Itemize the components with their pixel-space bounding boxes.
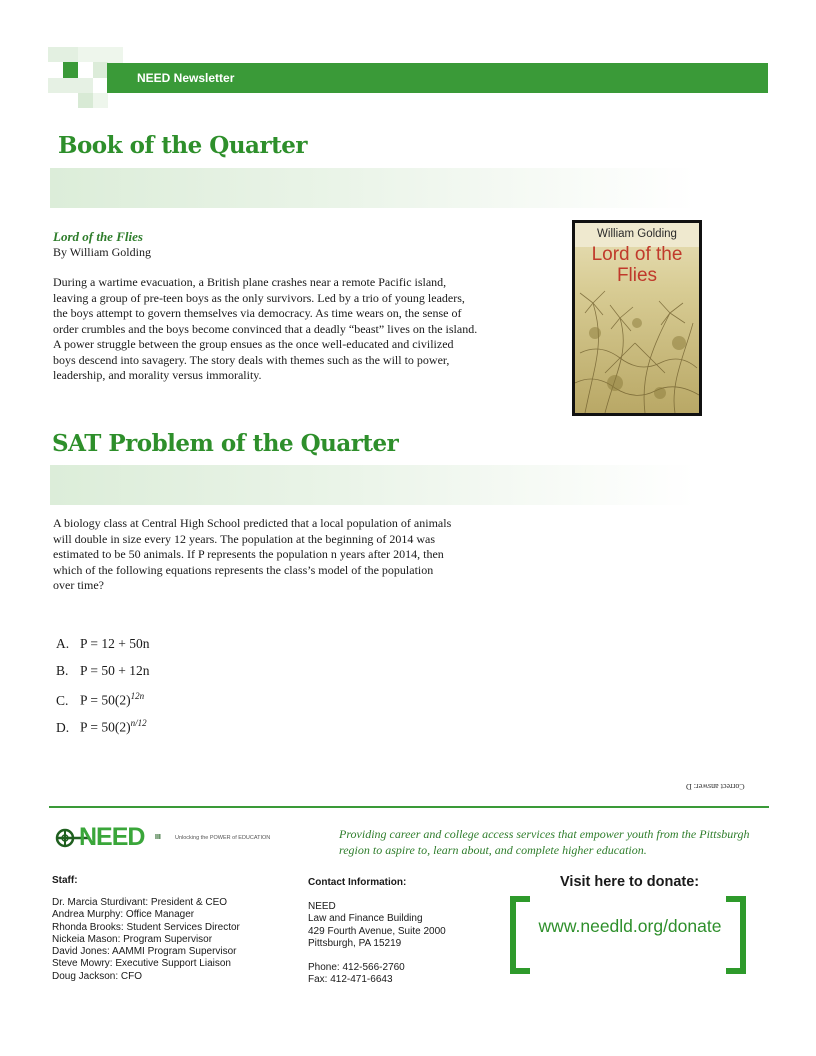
sat-section-band	[50, 465, 696, 505]
summary-line: leadership, and morality versus immorality.	[53, 368, 262, 382]
choice-expression: P = 12 + 50n	[80, 636, 150, 651]
choice-letter: B.	[56, 663, 69, 678]
choice-exponent: 12n	[130, 691, 145, 701]
header-square	[78, 47, 108, 62]
sat-section-heading: SAT Problem of the Quarter	[52, 430, 399, 457]
contact-line: Law and Finance Building	[308, 913, 423, 925]
cover-author: William Golding	[597, 228, 677, 240]
answer-choice-c	[56, 691, 144, 709]
donate-link[interactable]: www.needld.org/donate	[538, 916, 722, 936]
choice-exponent: n/12	[130, 718, 147, 728]
cover-title	[575, 244, 699, 286]
question-line: A biology class at Central High School predicted that a local population of animals	[53, 516, 452, 530]
book-summary	[53, 275, 543, 384]
header-square	[93, 93, 108, 108]
choice-letter: A.	[56, 636, 70, 651]
question-line: will double in size every 12 years. The population at the beginning of 2014 was	[53, 531, 436, 546]
mission-statement: Providing career and college access services that empower youth from the Pittsburgh region to aspire to, learn about, and complete higher education.	[339, 827, 750, 857]
question-line: over time?	[53, 578, 104, 592]
staff-list	[52, 897, 302, 983]
book-section-band	[50, 168, 696, 208]
summary-line: During a wartime evacuation, a British plane crashes near a remote Pacific island,	[53, 275, 447, 289]
header-square	[93, 62, 108, 78]
book-byline: By William Golding	[53, 245, 151, 259]
logo-wordmark: NEED	[79, 823, 145, 851]
summary-line: order crumbles and the boys become convinced that a deadly “beast” lives on the island.	[53, 321, 478, 336]
answer-choice-b	[56, 663, 149, 679]
donate-heading: Visit here to donate:	[560, 874, 700, 890]
header-square	[48, 47, 78, 62]
left-bracket-icon	[510, 896, 530, 974]
book-title: Lord of the Flies	[53, 229, 143, 244]
choice-letter: D.	[56, 719, 70, 735]
summary-line: boys descend into savagery. The story deals with themes such as the will to power,	[53, 352, 450, 367]
cover-title-line: Flies	[616, 265, 658, 286]
phone-number: Phone: 412-566-2760	[308, 962, 405, 974]
contact-line: 429 Fourth Avenue, Suite 2000	[308, 925, 446, 937]
choice-expression: P = 50(2)	[80, 719, 131, 735]
summary-line: the boys attempt to govern themselves via democracy. As time wears on, the sense of	[53, 306, 462, 320]
staff-member: Nickeia Mason: Program Supervisor	[52, 933, 213, 945]
footer-divider	[49, 806, 769, 808]
fax-number: Fax: 412-471-6643	[308, 974, 393, 986]
header-square	[78, 93, 93, 108]
staff-member: Dr. Marcia Sturdivant: President & CEO	[52, 897, 228, 908]
book-section-heading: Book of the Quarter	[58, 132, 307, 159]
newsletter-title: NEED Newsletter	[137, 71, 235, 85]
staff-member: David Jones: AAMMI Program Supervisor	[52, 946, 237, 958]
logo-suffix: III	[155, 834, 161, 841]
staff-member: Steve Mowry: Executive Support Liaison	[52, 958, 231, 970]
sat-question	[53, 516, 513, 594]
contact-heading: Contact Information:	[308, 877, 407, 888]
choice-letter: C.	[56, 692, 69, 708]
choice-expression: P = 50 + 12n	[80, 663, 150, 678]
staff-member: Rhonda Brooks: Student Services Director	[52, 921, 240, 933]
logo-tagline: Unlocking the POWER of EDUCATION	[175, 835, 271, 841]
need-logo	[55, 823, 295, 853]
staff-heading: Staff:	[52, 875, 78, 886]
staff-member: Andrea Murphy: Office Manager	[52, 909, 195, 921]
header-square	[108, 47, 123, 63]
answer-choice-d	[56, 718, 147, 736]
contact-info	[308, 901, 498, 987]
staff-member: Doug Jackson: CFO	[52, 970, 143, 982]
question-line: estimated to be 50 animals. If P represents the population n years after 2014, then	[53, 547, 444, 561]
cover-title-line: Lord of the	[591, 244, 683, 265]
contact-line: Pittsburgh, PA 15219	[308, 937, 402, 949]
summary-line: leaving a group of pre-teen boys as the only survivors. Led by a trio of young leaders,	[53, 290, 465, 305]
summary-line: A power struggle between the group ensues as the once well-educated and civilized	[53, 337, 454, 351]
header-square	[48, 78, 93, 93]
choice-expression: P = 50(2)	[80, 692, 131, 708]
question-line: which of the following equations represents the class’s model of the population	[53, 562, 434, 577]
answer-choice-a	[56, 636, 149, 652]
contact-line: NEED	[308, 901, 336, 912]
header-square	[63, 62, 78, 78]
upside-down-answer: Correct answer: D	[686, 782, 745, 791]
book-cover-image	[572, 220, 702, 416]
